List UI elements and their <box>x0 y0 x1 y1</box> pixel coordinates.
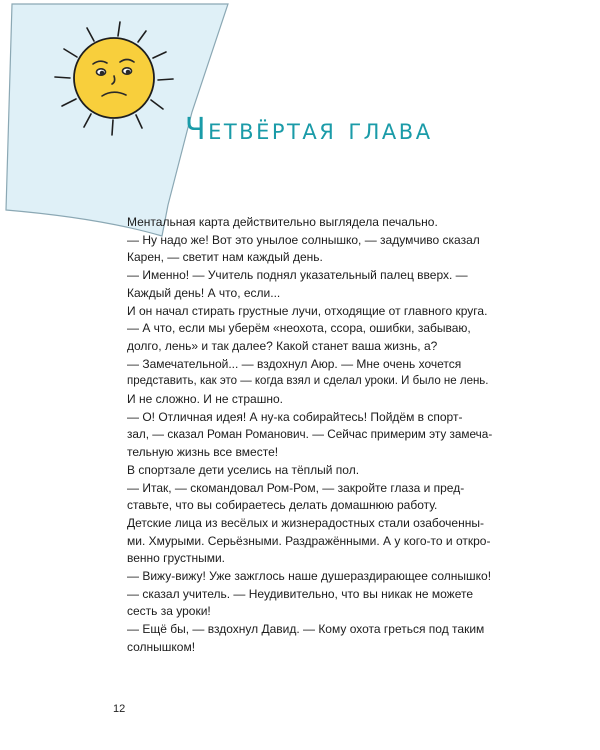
text-line: — Ещё бы, — вздохнул Давид. — Кому охота греться под таким <box>127 622 485 637</box>
text-line: сесть за уроки! <box>127 604 211 619</box>
text-line: — Именно! — Учитель поднял указательный палец вверх. — <box>127 268 468 283</box>
text-line: Ментальная карта действительно выглядела печально. <box>127 215 438 229</box>
page-number: 12 <box>113 703 126 715</box>
chapter-title: Четвёртая глава <box>185 112 433 147</box>
text-line: ставьте, что вы собираетесь делать домашнюю работу. <box>127 498 438 513</box>
text-line: венно грустными. <box>127 551 225 566</box>
text-line: представить, как это — когда взял и сделал уроки. И было не лень. <box>127 375 489 388</box>
text-line: В спортзале дети уселись на тёплый пол. <box>127 462 360 477</box>
text-line: — А что, если мы уберём «неохота, ссора, ошибки, забываю, <box>127 321 471 336</box>
text-line: И он начал стирать грустные лучи, отходящие от главного круга. <box>127 303 488 318</box>
text-line: — О! Отличная идея! А ну-ка собирайтесь! Пойдём в спорт- <box>127 409 463 424</box>
text-line: Каждый день! А что, если... <box>127 285 281 300</box>
text-line: долго, лень» и так далее? Какой станет ваша жизнь, а? <box>127 338 438 353</box>
text-line: зал, — сказал Роман Романович. — Сейчас примерим эту замеча- <box>127 428 493 442</box>
text-line: — Итак, — скомандовал Ром-Ром, — закройте глаза и пред- <box>127 480 465 495</box>
text-line: И не сложно. И не страшно. <box>127 392 283 407</box>
text-line: тельную жизнь все вместе! <box>127 445 279 460</box>
text-line: — Вижу-вижу! Уже зажглось наше душераздирающее солнышко! <box>127 569 492 584</box>
text-line: — сказал учитель. — Неудивительно, что вы никак не можете <box>127 586 474 601</box>
chapter-body <box>120 214 492 657</box>
text-line: — Замечательной... — вздохнул Аюр. — Мне очень хочется <box>127 356 462 371</box>
text-line: — Ну надо же! Вот это унылое солнышко, — задумчиво сказал <box>127 232 480 247</box>
text-line: Детские лица из весёлых и жизнерадостных стали озабоченны- <box>127 515 484 530</box>
text-line: Карен, — светит нам каждый день. <box>127 250 323 265</box>
text-line: ми. Хмурыми. Серьёзными. Раздражёнными. А у кого-то и откро- <box>127 533 491 548</box>
text-line: солнышком! <box>127 639 196 654</box>
